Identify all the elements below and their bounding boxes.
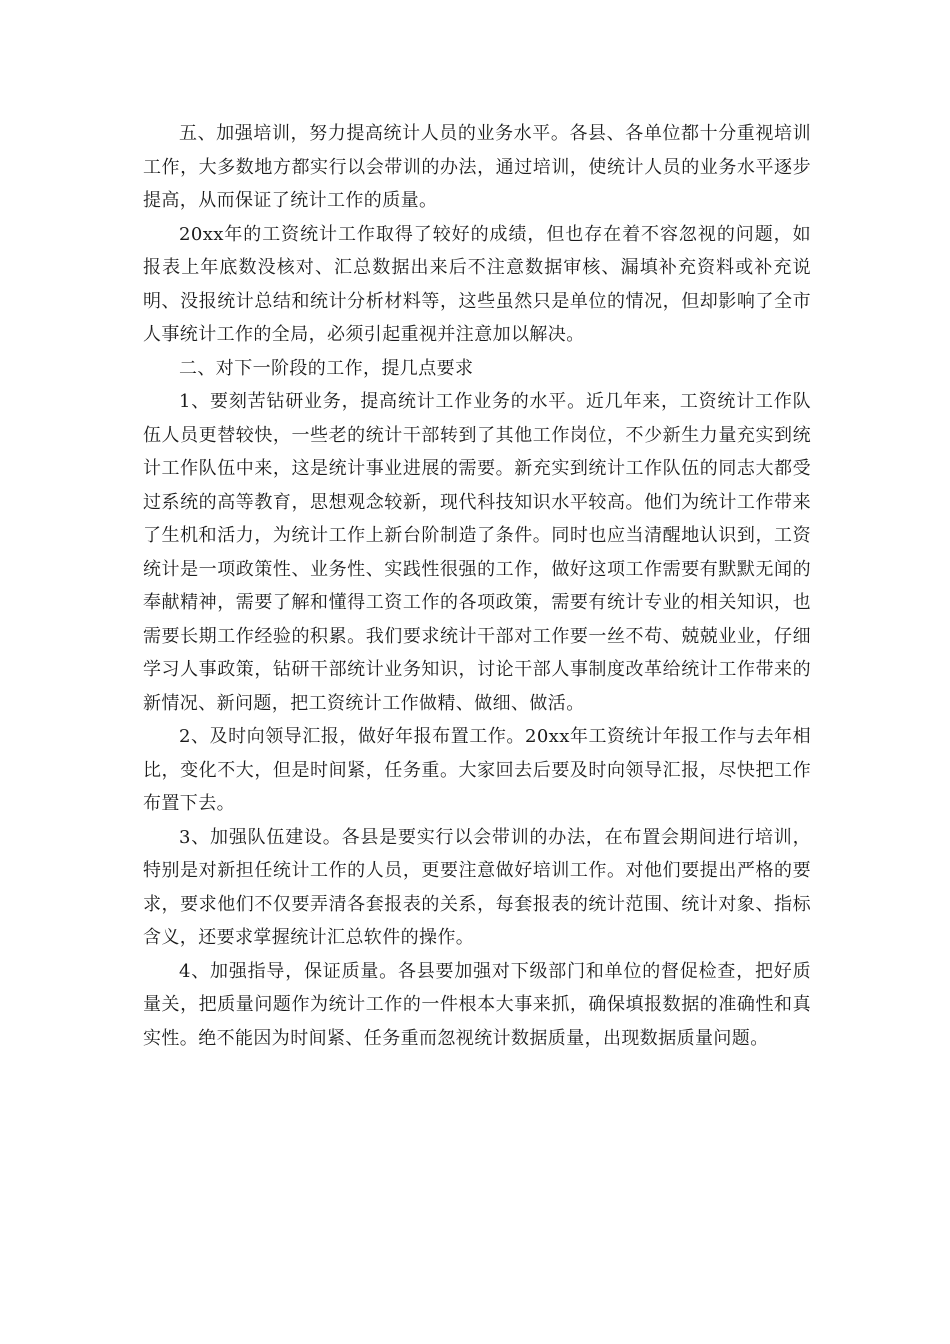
paragraph-requirement-2: 2、及时向领导汇报，做好年报布置工作。20xx年工资统计年报工作与去年相比，变化不大，但是时间紧，任务重。大家回去后要及时向领导汇报，尽快把工作布置下去。 [143,726,811,814]
paragraph-requirement-4: 4、加强指导，保证质量。各县要加强对下级部门和单位的督促检查，把好质量关，把质量问题作为统计工作的一件根本大事来抓，确保填报数据的准确性和真实性。绝不能因为时间紧、任务重而忽视统计数据质量，出现数据质量问题。 [143,960,811,1049]
section-heading-requirements: 二、对下一阶段的工作，提几点要求 [179,357,474,379]
document-body [143,117,811,1055]
paragraph-requirement-3: 3、加强队伍建设。各县是要实行以会带训的办法，在布置会期间进行培训，特别是对新担任统计工作的人员，更要注意做好培训工作。对他们要提出严格的要求，要求他们不仅要弄清各套报表的关系，每套报表的统计范围、统计对象、指标含义，还要求掌握统计汇总软件的操作。 [143,826,811,948]
paragraph-requirement-1: 1、要刻苦钻研业务，提高统计工作业务的水平。近几年来，工资统计工作队伍人员更替较快，一些老的统计干部转到了其他工作岗位，不少新生力量充实到统计工作队伍中来，这是统计事业进展的需要。新充实到统计工作队伍的同志大都受过系统的高等教育，思想观念较新，现代科技知识水平较高。他们为统计工作带来了生机和活力，为统计工作上新台阶制造了条件。同时也应当清醒地认识到，工资统计是一项政策性、业务性、实践性很强的工作，做好这项工作需要有默默无闻的奉献精神，需要了解和懂得工资工作的各项政策，需要有统计专业的相关知识，也需要长期工作经验的积累。我们要求统计干部对工作要一丝不苟、兢兢业业，仔细学习人事政策，钻研干部统计业务知识，讨论干部人事制度改革给统计工作带来的新情况、新问题，把工资统计工作做精、做细、做活。 [143,391,811,714]
paragraph-training: 五、加强培训，努力提高统计人员的业务水平。各县、各单位都十分重视培训工作，大多数地方都实行以会带训的办法，通过培训，使统计人员的业务水平逐步提高，从而保证了统计工作的质量。 [143,123,811,211]
paragraph-problems: 20xx年的工资统计工作取得了较好的成绩，但也存在着不容忽视的问题，如报表上年底数没核对、汇总数据出来后不注意数据审核、漏填补充资料或补充说明、没报统计总结和统计分析材料等，这些虽然只是单位的情况，但却影响了全市人事统计工作的全局，必须引起重视并注意加以解决。 [143,223,811,345]
